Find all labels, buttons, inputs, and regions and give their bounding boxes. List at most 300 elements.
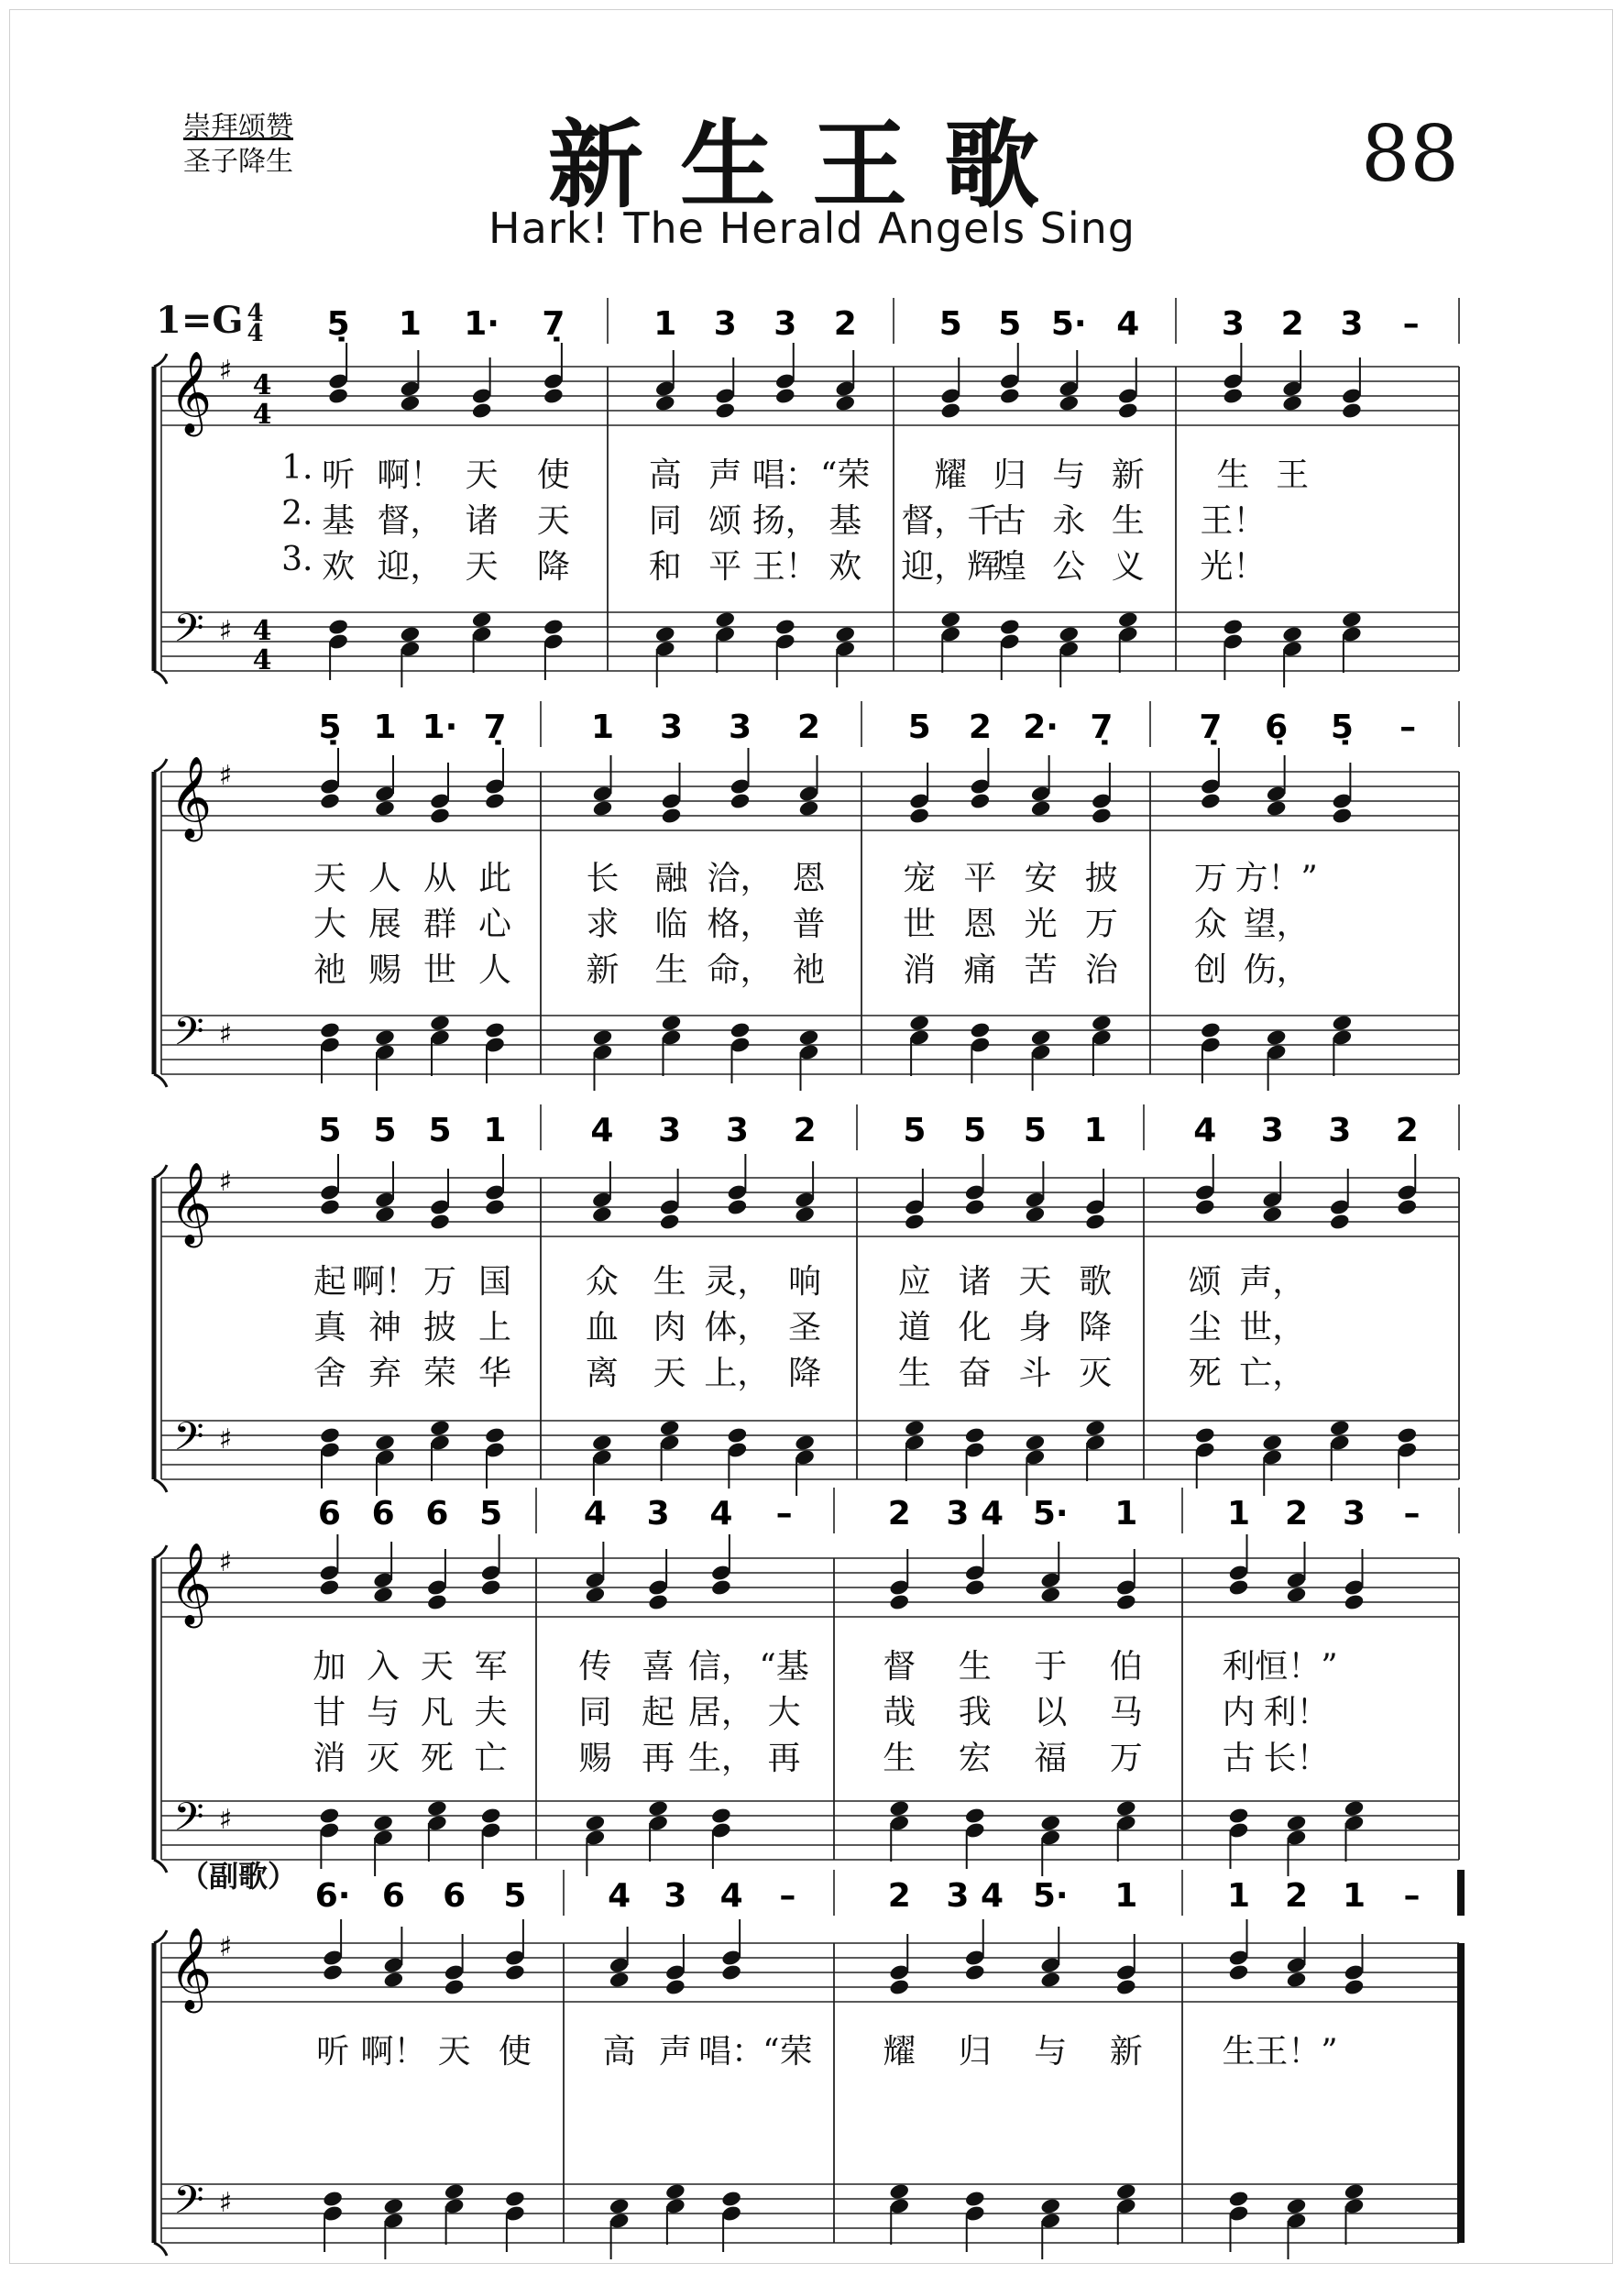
- lyric-syllable: 夫: [474, 1694, 508, 1731]
- lyric-syllable: 大: [767, 1694, 801, 1731]
- jianpu-note: 6: [443, 1877, 466, 1915]
- sharp-key-signature-icon: ♯: [218, 1018, 233, 1050]
- lyric-syllable: 迎，辉: [901, 548, 1001, 586]
- lyric-syllable: 万: [1109, 1740, 1143, 1777]
- lyric-syllable: 公: [1052, 548, 1086, 586]
- lyric-syllable: 光！: [1200, 548, 1267, 586]
- treble-note-head: [322, 1963, 344, 1982]
- lyric-syllable: 歌: [1079, 1263, 1113, 1301]
- treble-note-head: [1344, 1978, 1366, 1996]
- bass-note-head: [999, 618, 1021, 636]
- treble-note-head: [888, 1978, 910, 1996]
- treble-note-head: [964, 1198, 986, 1216]
- lyric-syllable: 消: [313, 1740, 346, 1777]
- treble-note-head: [471, 401, 493, 420]
- lyric-syllable: 荣: [422, 1355, 457, 1392]
- jianpu-note: 7̣: [1199, 709, 1223, 746]
- treble-note-head: [1058, 394, 1080, 412]
- lyric-syllable: 天: [420, 1648, 454, 1686]
- treble-note-head: [654, 394, 676, 412]
- treble-note-head: [585, 1586, 607, 1604]
- lyric-syllable: 心: [477, 906, 512, 943]
- lyric-syllable: 欢: [828, 548, 862, 586]
- time-sig-bottom-bass: 4: [252, 644, 272, 676]
- lyric-syllable: 声，: [1239, 1263, 1306, 1301]
- bass-note-head: [730, 1021, 752, 1039]
- treble-note-head: [327, 387, 349, 405]
- lyric-syllable: 奋: [958, 1355, 992, 1392]
- lyric-syllable: 居，: [687, 1694, 754, 1731]
- jianpu-note: 5̣: [318, 709, 342, 746]
- lyric-syllable: 生: [1222, 2033, 1256, 2071]
- bass-note-head: [794, 1434, 816, 1452]
- lyric-syllable: 恩: [963, 906, 997, 943]
- bass-note-head: [1261, 1434, 1283, 1452]
- jianpu-note: 3: [659, 709, 684, 746]
- bass-note-head: [1039, 2197, 1061, 2215]
- bass-note-head: [1039, 1814, 1061, 1832]
- lyric-syllable: 啊！: [377, 456, 444, 494]
- treble-note-head: [374, 799, 396, 818]
- jianpu-note: 2: [968, 709, 992, 746]
- bass-note-head: [327, 618, 349, 636]
- treble-note-head: [1329, 1213, 1351, 1231]
- hymn-title: 新生王歌: [547, 108, 1076, 221]
- bass-note-head: [1396, 1426, 1418, 1445]
- lyric-syllable: 临: [654, 906, 688, 943]
- lyric-syllable: 降: [536, 548, 570, 586]
- treble-note-head: [970, 792, 992, 810]
- lyric-syllable: 义: [1111, 548, 1145, 586]
- treble-note-head: [1228, 1963, 1250, 1982]
- lyric-syllable: 天: [465, 548, 499, 586]
- sharp-key-signature-icon: ♯: [218, 355, 233, 387]
- jianpu-note: 4: [590, 1112, 614, 1149]
- lyric-syllable: 欢: [322, 548, 356, 586]
- treble-note-head: [794, 1205, 816, 1224]
- treble-note-head: [1025, 1205, 1047, 1224]
- treble-note-head: [1396, 1198, 1418, 1216]
- jianpu-note: 6: [371, 1495, 395, 1532]
- treble-note-head: [1115, 1978, 1137, 1996]
- jianpu-note: 5·: [1032, 1877, 1069, 1915]
- treble-note-head: [720, 1963, 742, 1982]
- bass-note-head: [591, 1434, 613, 1452]
- treble-note-head: [1228, 1578, 1250, 1597]
- lyric-syllable: 利！: [1263, 1694, 1330, 1731]
- lyric-syllable: 耀: [934, 456, 968, 494]
- lyric-syllable: 格，: [707, 906, 774, 943]
- treble-note-head: [1030, 799, 1052, 818]
- bass-note-head: [654, 625, 676, 643]
- lyric-syllable: 古: [1222, 1740, 1256, 1777]
- bracket-hook: [154, 1165, 167, 1178]
- jianpu-note: 5·: [1032, 1495, 1069, 1532]
- treble-note-head: [1261, 1205, 1283, 1224]
- lyric-syllable: 生: [897, 1355, 931, 1392]
- bass-note-head: [647, 1799, 669, 1818]
- lyric-syllable: 圣: [788, 1309, 822, 1346]
- jianpu-note: 3: [1260, 1112, 1284, 1149]
- lyric-syllable: 融: [654, 860, 688, 897]
- lyric-syllable: 响: [788, 1263, 822, 1301]
- bass-note-head: [444, 2182, 466, 2201]
- lyric-syllable: 人: [477, 951, 512, 989]
- final-barline-jianpu: [1457, 1870, 1465, 1916]
- treble-note-head: [1344, 1593, 1366, 1611]
- jianpu-note: 5: [479, 1495, 503, 1532]
- lyric-syllable: 喜: [642, 1648, 675, 1686]
- bass-note-head: [888, 2182, 910, 2201]
- bass-note-head: [964, 2190, 986, 2208]
- lyric-syllable: 万: [1084, 906, 1118, 943]
- jianpu-note: 1: [590, 709, 615, 746]
- jianpu-note: 1: [398, 305, 422, 343]
- jianpu-note: 1: [1342, 1877, 1366, 1915]
- bass-note-head: [1194, 1426, 1216, 1445]
- lyric-syllable: 听: [316, 2033, 350, 2071]
- lyric-syllable: 此: [477, 860, 512, 897]
- lyric-syllable: 血: [585, 1309, 619, 1346]
- jianpu-note: 1: [1226, 1877, 1251, 1915]
- lyric-syllable: 尘: [1188, 1309, 1222, 1346]
- lyric-syllable: 我: [958, 1694, 992, 1731]
- lyric-syllable: 天: [653, 1355, 686, 1392]
- lyric-syllable: 王: [1276, 456, 1310, 494]
- lyric-syllable: 啊！: [351, 1263, 419, 1301]
- bass-note-head: [908, 1014, 930, 1032]
- bass-note-head: [1025, 1434, 1047, 1452]
- bass-note-head: [592, 1028, 614, 1047]
- lyric-syllable: 上，: [704, 1355, 771, 1392]
- bass-clef-icon: 𝄢: [173, 1414, 204, 1469]
- lyric-syllable: 平: [963, 860, 997, 897]
- jianpu-note: 6·: [314, 1877, 351, 1915]
- lyric-syllable: “荣: [820, 456, 871, 494]
- treble-note-head: [664, 1978, 686, 1996]
- jianpu-note: 7̣: [542, 305, 565, 343]
- bass-note-head: [834, 625, 856, 643]
- jianpu-note: 1·: [464, 305, 499, 343]
- jianpu-note: 5: [938, 305, 962, 343]
- lyric-syllable: 军: [474, 1648, 508, 1686]
- bass-note-head: [964, 1807, 986, 1825]
- bass-note-head: [798, 1028, 820, 1047]
- treble-note-head: [727, 1198, 749, 1216]
- jianpu-note: 2: [887, 1495, 911, 1532]
- lyric-syllable: 古: [993, 502, 1026, 540]
- jianpu-note: 4: [709, 1495, 733, 1532]
- bass-note-head: [939, 610, 961, 629]
- lyric-syllable: 披: [1084, 860, 1118, 897]
- lyric-syllable: 起: [642, 1694, 675, 1731]
- jianpu-note: 2: [1284, 1877, 1309, 1915]
- bass-note-head: [659, 1419, 681, 1437]
- treble-note-head: [730, 792, 752, 810]
- treble-note-head: [1084, 1213, 1106, 1231]
- treble-note-head: [484, 792, 506, 810]
- treble-note-head: [429, 807, 451, 825]
- verse-number: 2.: [281, 495, 313, 533]
- lyric-syllable: 灭: [1079, 1355, 1113, 1392]
- bracket-hook: [154, 1074, 167, 1087]
- lyric-syllable: 恒！”: [1255, 1648, 1338, 1686]
- bass-note-head: [970, 1021, 992, 1039]
- lyric-syllable: 起: [313, 1263, 347, 1301]
- lyric-syllable: 真: [313, 1309, 347, 1346]
- treble-note-head: [591, 1205, 613, 1224]
- refrain-label: （副歌）: [180, 1859, 298, 1894]
- lyric-syllable: “基: [759, 1648, 809, 1686]
- lyric-syllable: 长: [586, 860, 620, 897]
- treble-note-head: [484, 1198, 506, 1216]
- lyric-syllable: 加: [313, 1648, 346, 1686]
- lyric-syllable: 和: [648, 548, 682, 586]
- bass-note-head: [543, 618, 565, 636]
- jianpu-note: 3: [646, 1495, 670, 1532]
- lyric-syllable: 基: [828, 502, 862, 540]
- treble-note-head: [1200, 792, 1222, 810]
- treble-note-head: [659, 1213, 681, 1231]
- jianpu-note: 3: [728, 709, 752, 746]
- bass-note-head: [1115, 1799, 1137, 1818]
- lyric-syllable: 消: [903, 951, 937, 989]
- lyric-syllable: 督，: [377, 502, 444, 540]
- treble-note-head: [400, 394, 422, 412]
- lyric-syllable: 生: [1216, 456, 1250, 494]
- bass-note-head: [888, 1799, 910, 1818]
- bracket-hook: [154, 1930, 167, 1943]
- lyric-syllable: 新: [1109, 2033, 1143, 2071]
- hymn-subtitle: Hark! The Herald Angels Sing: [488, 203, 1136, 253]
- lyric-syllable: 使: [498, 2033, 532, 2071]
- lyric-syllable: 世: [422, 951, 457, 989]
- lyric-syllable: 高: [602, 2033, 636, 2071]
- bass-note-head: [1344, 2182, 1366, 2201]
- jianpu-note: 2: [793, 1112, 817, 1149]
- treble-note-head: [319, 1578, 341, 1597]
- jianpu-note: 5̣: [326, 305, 350, 343]
- final-barline: [1457, 1943, 1465, 2243]
- lyric-syllable: 披: [422, 1309, 457, 1346]
- time-sig-top-bass: 4: [252, 615, 272, 647]
- treble-note-head: [1039, 1586, 1061, 1604]
- treble-note-head: [904, 1213, 926, 1231]
- jianpu-note: 3: [1221, 305, 1245, 343]
- lyric-syllable: 世，: [1239, 1309, 1306, 1346]
- lyric-syllable: 颂: [1188, 1263, 1222, 1301]
- treble-note-head: [1281, 394, 1303, 412]
- lyric-syllable: 与: [1052, 456, 1086, 494]
- lyric-syllable: 王！: [752, 548, 818, 586]
- jianpu-note: 1: [1114, 1877, 1138, 1915]
- lyric-syllable: 灭: [367, 1740, 401, 1777]
- lyric-syllable: 督: [883, 1648, 916, 1686]
- treble-note-head: [504, 1963, 526, 1982]
- jianpu-note: 1: [1083, 1112, 1107, 1149]
- bracket-hook: [154, 759, 167, 772]
- jianpu-note: 1·: [422, 709, 458, 746]
- lyric-syllable: 方！”: [1234, 860, 1318, 897]
- treble-note-head: [1286, 1971, 1308, 1989]
- jianpu-note: 2: [833, 305, 857, 343]
- lyric-syllable: 声: [708, 456, 742, 494]
- jianpu-note: 1: [483, 1112, 507, 1149]
- jianpu-note: 5: [907, 709, 931, 746]
- lyric-syllable: 赐: [368, 951, 402, 989]
- lyric-syllable: 安: [1024, 860, 1058, 897]
- treble-note-head: [908, 807, 930, 825]
- treble-note-head: [319, 1198, 341, 1216]
- lyric-syllable: 华: [477, 1355, 512, 1392]
- treble-note-head: [1286, 1586, 1308, 1604]
- lyric-syllable: 高: [648, 456, 682, 494]
- lyric-syllable: 应: [897, 1263, 931, 1301]
- lyric-syllable: 信，: [687, 1648, 754, 1686]
- lyric-syllable: 痛: [963, 951, 997, 989]
- lyric-syllable: 生: [653, 1263, 686, 1301]
- treble-note-head: [647, 1593, 669, 1611]
- bass-note-head: [1091, 1014, 1113, 1032]
- jianpu-note: 4: [608, 1877, 631, 1915]
- jianpu-note: 6̣: [1265, 709, 1289, 746]
- bass-note-head: [1115, 2182, 1137, 2201]
- lyric-syllable: 降: [1079, 1309, 1113, 1346]
- key-text: 1=G: [156, 299, 244, 342]
- time-sig-top-treble: 4: [252, 369, 272, 401]
- treble-note-head: [426, 1593, 448, 1611]
- lyric-syllable: 哉: [883, 1694, 916, 1731]
- lyric-syllable: 煌: [993, 548, 1026, 586]
- lyric-syllable: 同: [578, 1694, 612, 1731]
- treble-note-head: [543, 387, 565, 405]
- lyric-syllable: “荣: [763, 2033, 813, 2071]
- lyric-syllable: 死: [420, 1740, 454, 1777]
- lyric-syllable: 与: [1034, 2033, 1068, 2071]
- lyric-syllable: 甘: [313, 1694, 346, 1731]
- lyric-syllable: 永: [1052, 502, 1086, 540]
- lyric-syllable: 福: [1034, 1740, 1068, 1777]
- lyric-syllable: 苦: [1024, 951, 1058, 989]
- jianpu-note: 6: [317, 1495, 341, 1532]
- sharp-key-signature-icon: ♯: [218, 1804, 233, 1836]
- treble-note-head: [1223, 387, 1245, 405]
- jianpu-note: 2: [796, 709, 821, 746]
- bass-note-head: [1030, 1028, 1052, 1047]
- lyric-syllable: 诸: [465, 502, 499, 540]
- treble-clef-icon: 𝄞: [169, 1543, 213, 1625]
- lyric-syllable: 啊！: [360, 2033, 427, 2071]
- lyric-syllable: 声: [658, 2033, 692, 2071]
- jianpu-note: 2: [1395, 1112, 1419, 1149]
- bass-note-head: [429, 1419, 451, 1437]
- time-sig-bottom: 4: [247, 320, 264, 347]
- lyric-syllable: 神: [368, 1309, 402, 1346]
- bass-note-head: [1200, 1021, 1222, 1039]
- jianpu-note: 4: [1193, 1112, 1217, 1149]
- sharp-key-signature-icon: ♯: [218, 1423, 233, 1456]
- bass-note-head: [1341, 610, 1363, 629]
- jianpu-note: –: [775, 1495, 793, 1532]
- lyric-syllable: 生: [958, 1648, 992, 1686]
- jianpu-note: 3: [713, 305, 737, 343]
- lyric-syllable: 赐: [578, 1740, 612, 1777]
- bass-note-head: [710, 1807, 732, 1825]
- lyric-syllable: 传: [578, 1648, 612, 1686]
- lyric-syllable: 治: [1084, 951, 1118, 989]
- bass-note-head: [664, 2182, 686, 2201]
- bass-note-head: [1228, 2190, 1250, 2208]
- bass-clef-icon: 𝄢: [173, 1795, 204, 1850]
- lyric-syllable: 耀: [883, 2033, 916, 2071]
- hymn-number: 88: [1361, 109, 1459, 199]
- treble-note-head: [1117, 401, 1139, 420]
- jianpu-note: 1: [1114, 1495, 1138, 1532]
- bracket-hook: [154, 671, 167, 684]
- treble-note-head: [592, 799, 614, 818]
- jianpu-note: 2: [1284, 1495, 1309, 1532]
- lyric-syllable: 宏: [958, 1740, 992, 1777]
- lyric-syllable: 普: [792, 906, 826, 943]
- jianpu-note: 2·: [1023, 709, 1059, 746]
- bass-note-head: [904, 1419, 926, 1437]
- jianpu-note: –: [779, 1877, 796, 1915]
- bass-note-head: [504, 2190, 526, 2208]
- jianpu-note: 3: [664, 1877, 687, 1915]
- lyric-syllable: 恩: [792, 860, 826, 897]
- lyric-syllable: 万: [422, 1263, 457, 1301]
- jianpu-note: 5: [963, 1112, 987, 1149]
- jianpu-note: 2: [1280, 305, 1304, 343]
- lyric-syllable: 新: [586, 951, 620, 989]
- bass-note-head: [480, 1807, 502, 1825]
- jianpu-note: 3: [725, 1112, 749, 1149]
- lyric-syllable: 与: [367, 1694, 401, 1731]
- bass-note-head: [319, 1426, 341, 1445]
- lyric-syllable: 天: [1018, 1263, 1052, 1301]
- bass-note-head: [1223, 618, 1245, 636]
- treble-clef-icon: 𝄞: [169, 1162, 213, 1245]
- treble-note-head: [609, 1971, 631, 1989]
- jianpu-note: –: [1403, 1495, 1421, 1532]
- bracket-hook: [154, 2243, 167, 2256]
- lyric-syllable: 同: [648, 502, 682, 540]
- treble-clef-icon: 𝄞: [169, 756, 213, 839]
- lyric-syllable: 光: [1024, 906, 1058, 943]
- lyric-syllable: 展: [368, 906, 402, 943]
- lyric-syllable: 使: [536, 456, 570, 494]
- lyric-syllable: 平: [708, 548, 742, 586]
- jianpu-note: 4: [583, 1495, 607, 1532]
- jianpu-note: 2: [887, 1877, 911, 1915]
- jianpu-note: 5: [503, 1877, 527, 1915]
- jianpu-note: 7̣: [1090, 709, 1114, 746]
- lyric-syllable: 内: [1222, 1694, 1256, 1731]
- bass-note-head: [372, 1814, 394, 1832]
- bass-note-head: [964, 1426, 986, 1445]
- treble-note-head: [714, 401, 736, 420]
- treble-note-head: [1091, 807, 1113, 825]
- lyric-syllable: 唱：: [752, 456, 818, 494]
- lyric-syllable: 上: [477, 1309, 512, 1346]
- lyric-syllable: 亡: [474, 1740, 508, 1777]
- treble-note-head: [1266, 799, 1288, 818]
- lyric-syllable: 于: [1034, 1648, 1068, 1686]
- jianpu-note: 3 4: [946, 1877, 1004, 1915]
- lyric-syllable: 祂: [313, 951, 347, 989]
- lyric-syllable: 唱：: [698, 2033, 765, 2071]
- lyric-syllable: 入: [367, 1648, 401, 1686]
